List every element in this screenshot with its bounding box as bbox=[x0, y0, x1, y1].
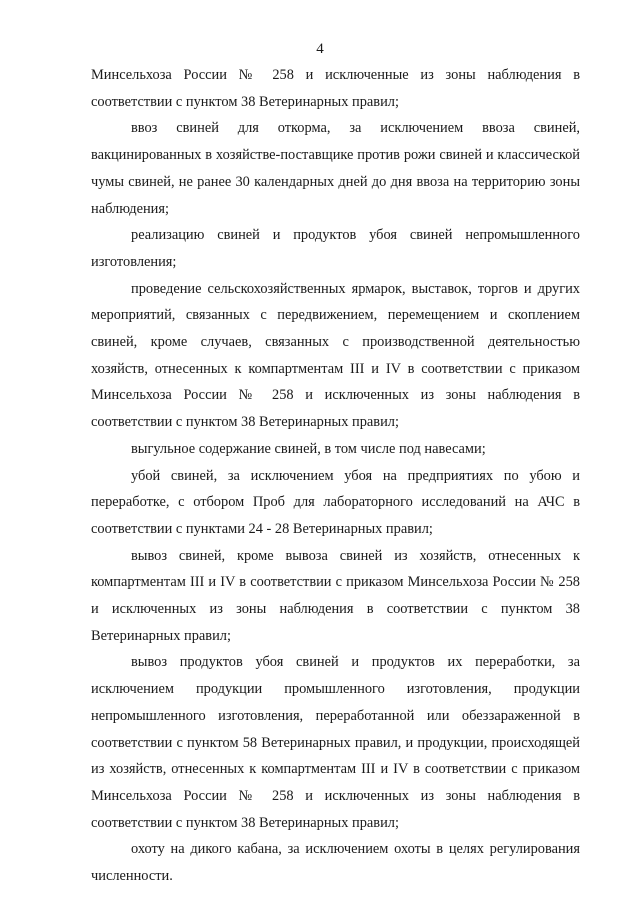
paragraph-5: выгульное содержание свиней, в том числе под навесами; bbox=[131, 440, 486, 457]
paragraph-9: охоту на дикого кабана, за исключением охоты в целях регулирования численности. bbox=[91, 841, 580, 885]
paragraph-1: Минсельхоза России № 258 и исключенные из зоны наблюдения в соответствии с пунктом 38 Ветеринарных правил; bbox=[91, 67, 580, 110]
paragraph-3: реализацию свиней и продуктов убоя свиней непромышленного изготовления; bbox=[91, 227, 580, 270]
paragraph-4: проведение сельскохозяйственных ярмарок, выставок, торгов и других мероприятий, связанных с передвижением, перемещением и скоплением свиней, кроме случаев, связанных с производственной деятельностью хозяйств, отнесенных к компартментам III и IV в соответствии с приказом Минсельхоза России № 258 и исключенных из зоны наблюдения в соответствии с пунктом 38 Ветеринарных правил; bbox=[91, 280, 580, 431]
paragraph-6: убой свиней, за исключением убоя на предприятиях по убою и переработке, с отбором Проб для лабораторного исследований на АЧС в соответствии с пунктами 24 - 28 Ветеринарных правил; bbox=[91, 467, 580, 537]
paragraph-2: ввоз свиней для откорма, за исключением ввоза свиней, вакцинированных в хозяйстве-поставщике против рожи свиней и классической чумы свиней, не ранее 30 календарных дней до дня ввоза на территорию зоны наблюдения; bbox=[91, 120, 580, 217]
page-number: 4 bbox=[316, 41, 324, 57]
paragraph-7: вывоз свиней, кроме вывоза свиней из хозяйств, отнесенных к компартментам III и IV в соответствии с приказом Минсельхоза России № 258 и исключенных из зоны наблюдения в соответствии с пунктом 38 Ветеринарных правил; bbox=[91, 547, 580, 644]
paragraph-8: вывоз продуктов убоя свиней и продуктов их переработки, за исключением продукции промышленного изготовления, продукции непромышленного изготовления, переработанной или обеззараженной в соответствии с пунктом 58 Ветеринарных правил, и продукции, происходящей из хозяйств, отнесенных к компартментам III и IV в соответствии с приказом Минсельхоза России № 258 и исключенных из зоны наблюдения в соответствии с пунктом 38 Ветеринарных правил; bbox=[91, 654, 580, 831]
document-body bbox=[91, 62, 580, 890]
